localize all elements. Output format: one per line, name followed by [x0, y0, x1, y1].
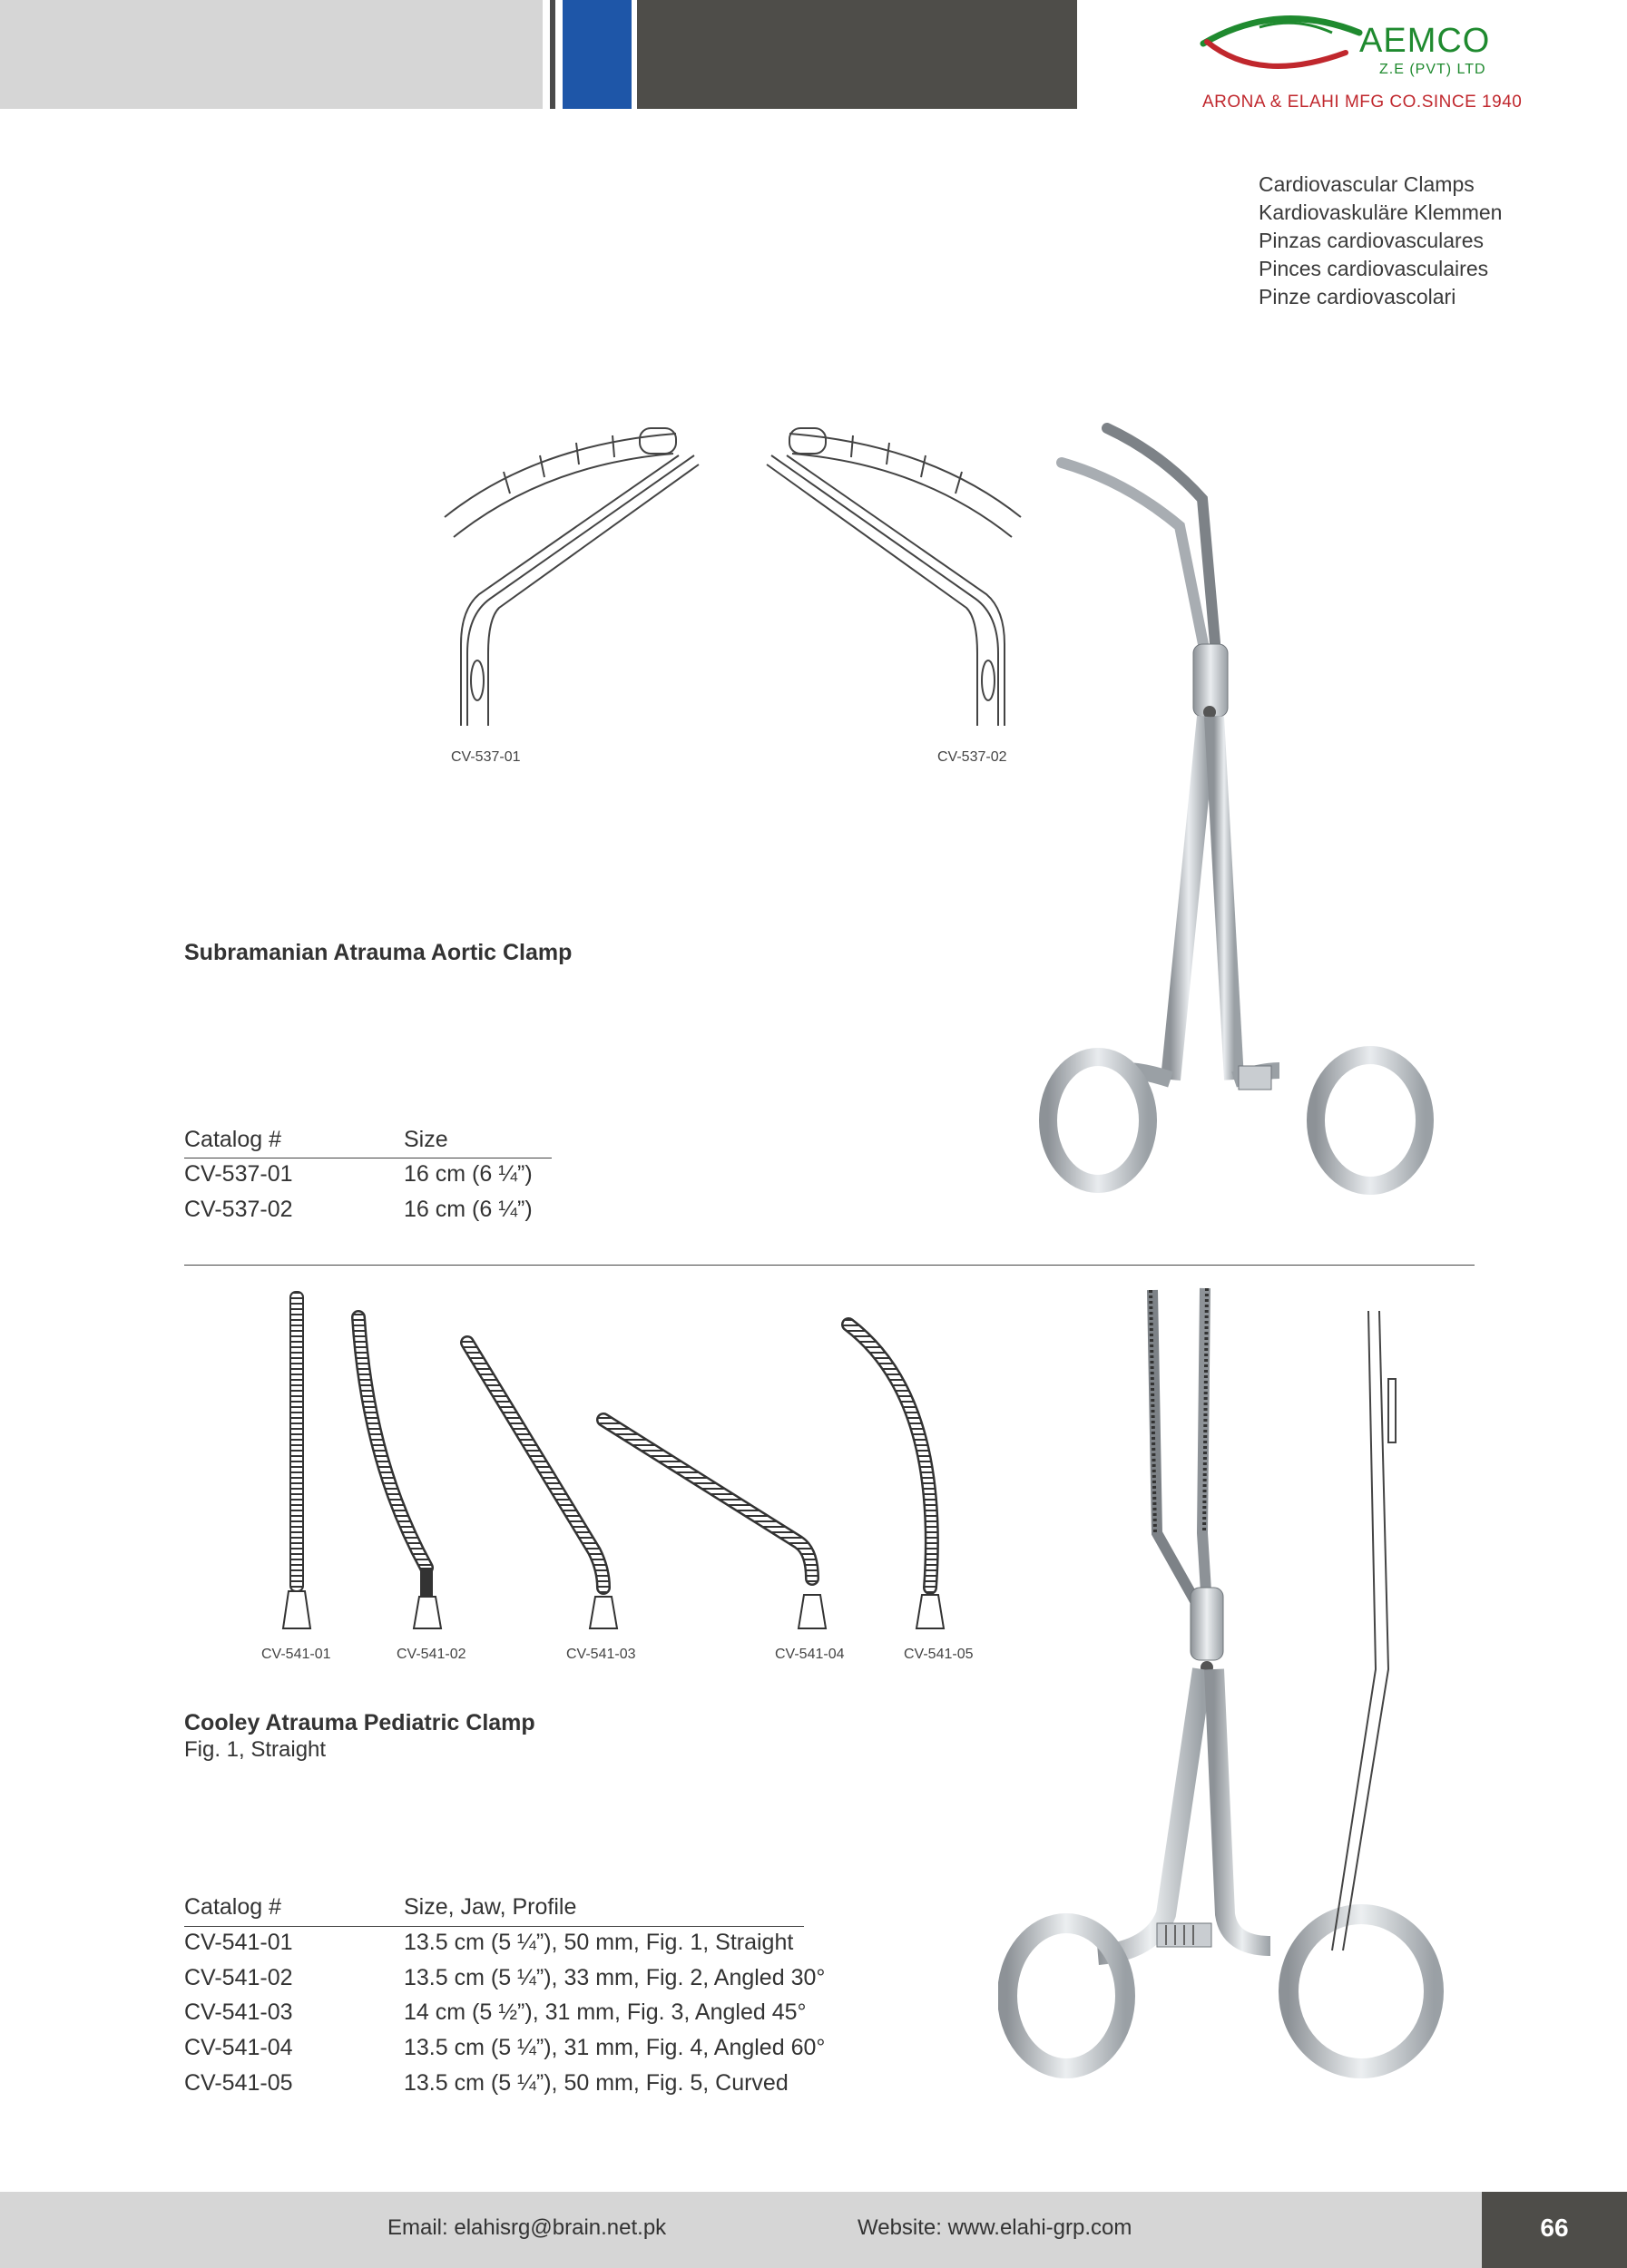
table-cell-spec: 13.5 cm (5 ¼”), 31 mm, Fig. 4, Angled 60°: [404, 2035, 826, 2060]
table-cell-spec: 14 cm (5 ½”), 31 mm, Fig. 3, Angled 45°: [404, 1999, 807, 2025]
category-titles: [1259, 171, 1502, 311]
table-cell-spec: 13.5 cm (5 ¼”), 50 mm, Fig. 1, Straight: [404, 1930, 794, 1955]
table-cell-catalog: CV-541-05: [184, 2070, 293, 2096]
table-cell-catalog: CV-541-02: [184, 1965, 293, 1990]
category-title-it: Pinze cardiovascolari: [1259, 285, 1456, 308]
product-subtitle: Fig. 1, Straight: [184, 1737, 327, 1762]
cooley-clamp-image: [998, 1279, 1488, 2087]
figure-label: CV-541-05: [904, 1647, 974, 1662]
table-header-catalog: Catalog #: [184, 1127, 282, 1152]
figure-label: CV-541-04: [775, 1647, 845, 1662]
footer-bar: [0, 2192, 1482, 2268]
footer-website: Website: www.elahi-grp.com: [858, 2215, 1132, 2240]
jaw-diagram-cv-537-01: [436, 417, 708, 735]
header-grey-bar: [0, 0, 543, 109]
figure-label: CV-537-02: [937, 749, 1007, 765]
subramanian-clamp-image: [1034, 417, 1488, 1234]
table-header-catalog: Catalog #: [184, 1894, 282, 1920]
category-title-es: Pinzas cardiovasculares: [1259, 229, 1485, 252]
figure-label: CV-541-03: [566, 1647, 636, 1662]
header-blue-bar: [563, 0, 632, 109]
table-cell-catalog: CV-537-02: [184, 1197, 293, 1222]
jaw-profiles-cv-541: [254, 1279, 1007, 1651]
footer-email: Email: elahisrg@brain.net.pk: [387, 2215, 667, 2240]
header-dark-bar: [637, 0, 1077, 109]
page-number: 66: [1540, 2214, 1569, 2242]
brand-name: AEMCO: [1359, 22, 1491, 60]
product-title: Subramanian Atrauma Aortic Clamp: [184, 940, 573, 965]
table-cell-size: 16 cm (6 ¼”): [404, 1161, 533, 1187]
category-title-en: Cardiovascular Clamps: [1259, 172, 1475, 196]
table-cell-catalog: CV-541-03: [184, 1999, 293, 2025]
brand-tagline: ARONA & ELAHI MFG CO.SINCE 1940: [1202, 93, 1523, 112]
table-cell-size: 16 cm (6 ¼”): [404, 1197, 533, 1222]
table-cell-catalog: CV-541-01: [184, 1930, 293, 1955]
product-title: Cooley Atrauma Pediatric Clamp: [184, 1710, 535, 1735]
table-cell-spec: 13.5 cm (5 ¼”), 50 mm, Fig. 5, Curved: [404, 2070, 789, 2096]
section-divider: [184, 1265, 1475, 1266]
jaw-diagram-cv-537-02: [758, 417, 1030, 735]
table-cell-spec: 13.5 cm (5 ¼”), 33 mm, Fig. 2, Angled 30°: [404, 1965, 826, 1990]
table-cell-catalog: CV-537-01: [184, 1161, 293, 1187]
figure-label: CV-537-01: [451, 749, 521, 765]
category-title-fr: Pinces cardiovasculaires: [1259, 257, 1489, 280]
header-divider: [550, 0, 555, 109]
table-cell-catalog: CV-541-04: [184, 2035, 293, 2060]
figure-label: CV-541-02: [397, 1647, 466, 1662]
category-title-de: Kardiovaskuläre Klemmen: [1259, 200, 1503, 224]
brand-subtitle: Z.E (PVT) LTD: [1379, 62, 1486, 77]
table-divider: [184, 1926, 804, 1927]
figure-label: CV-541-01: [261, 1647, 331, 1662]
table-header-size: Size: [404, 1127, 448, 1152]
table-header-size-jaw-profile: Size, Jaw, Profile: [404, 1894, 577, 1920]
logo-eye-icon: [1196, 7, 1368, 89]
